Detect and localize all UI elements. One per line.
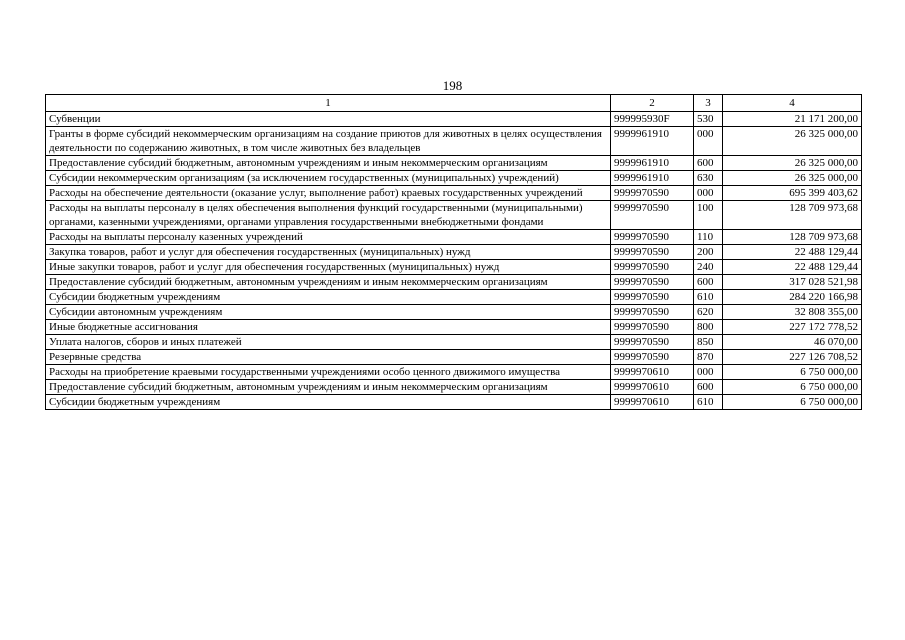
expense-type-code: 110 <box>694 230 723 245</box>
table-row <box>46 350 862 365</box>
table-header-row <box>46 95 862 112</box>
amount: 227 126 708,52 <box>723 350 862 365</box>
table-row <box>46 245 862 260</box>
amount: 22 488 129,44 <box>723 260 862 275</box>
amount: 284 220 166,98 <box>723 290 862 305</box>
target-code: 9999970590 <box>611 305 694 320</box>
expense-type-code: 000 <box>694 127 723 156</box>
expense-type-code: 600 <box>694 380 723 395</box>
expense-name: Субвенции <box>46 112 611 127</box>
expense-type-code: 870 <box>694 350 723 365</box>
page-number: 198 <box>442 78 463 93</box>
target-code: 999995930F <box>611 112 694 127</box>
expense-type-code: 100 <box>694 201 723 230</box>
expense-type-code: 530 <box>694 112 723 127</box>
amount: 317 028 521,98 <box>723 275 862 290</box>
target-code: 9999961910 <box>611 127 694 156</box>
amount: 46 070,00 <box>723 335 862 350</box>
header-cell-3: 3 <box>694 95 723 112</box>
expense-type-code: 630 <box>694 171 723 186</box>
table-row <box>46 201 862 230</box>
expense-type-code: 000 <box>694 365 723 380</box>
expense-name: Расходы на приобретение краевыми государственными учреждениями особо ценного движимого имущества <box>46 365 611 380</box>
expense-type-code: 610 <box>694 290 723 305</box>
table-row <box>46 127 862 156</box>
expense-name: Субсидии некоммерческим организациям (за исключением государственных (муниципальных) учреждений) <box>46 171 611 186</box>
expense-name: Субсидии автономным учреждениям <box>46 305 611 320</box>
target-code: 9999961910 <box>611 171 694 186</box>
table-row <box>46 260 862 275</box>
target-code: 9999970590 <box>611 275 694 290</box>
amount: 695 399 403,62 <box>723 186 862 201</box>
header-cell-2: 2 <box>611 95 694 112</box>
amount: 26 325 000,00 <box>723 156 862 171</box>
amount: 26 325 000,00 <box>723 127 862 156</box>
target-code: 9999970590 <box>611 335 694 350</box>
amount: 22 488 129,44 <box>723 245 862 260</box>
target-code: 9999970590 <box>611 201 694 230</box>
amount: 6 750 000,00 <box>723 380 862 395</box>
amount: 6 750 000,00 <box>723 365 862 380</box>
table-row <box>46 380 862 395</box>
table-row <box>46 186 862 201</box>
target-code: 9999970610 <box>611 395 694 410</box>
target-code: 9999970590 <box>611 186 694 201</box>
amount: 128 709 973,68 <box>723 201 862 230</box>
expense-type-code: 620 <box>694 305 723 320</box>
table-row <box>46 320 862 335</box>
expense-type-code: 600 <box>694 156 723 171</box>
expense-name: Уплата налогов, сборов и иных платежей <box>46 335 611 350</box>
amount: 128 709 973,68 <box>723 230 862 245</box>
table-row <box>46 156 862 171</box>
table-row <box>46 335 862 350</box>
target-code: 9999970590 <box>611 245 694 260</box>
expense-type-code: 800 <box>694 320 723 335</box>
expense-name: Предоставление субсидий бюджетным, автономным учреждениям и иным некоммерческим организациям <box>46 275 611 290</box>
target-code: 9999961910 <box>611 156 694 171</box>
expense-type-code: 610 <box>694 395 723 410</box>
table-row <box>46 395 862 410</box>
table-body <box>46 112 862 410</box>
table-row <box>46 171 862 186</box>
table-row <box>46 365 862 380</box>
amount: 21 171 200,00 <box>723 112 862 127</box>
target-code: 9999970590 <box>611 230 694 245</box>
expense-name: Расходы на выплаты персоналу в целях обеспечения выполнения функций государственными (муниципальными) органами, казенными учреждениями, органами управления государственными внебюджетными фондами <box>46 201 611 230</box>
expense-name: Расходы на обеспечение деятельности (оказание услуг, выполнение работ) краевых государственных учреждений <box>46 186 611 201</box>
expense-name: Закупка товаров, работ и услуг для обеспечения государственных (муниципальных) нужд <box>46 245 611 260</box>
expense-name: Субсидии бюджетным учреждениям <box>46 290 611 305</box>
expense-name: Гранты в форме субсидий некоммерческим организациям на создание приютов для животных в целях осуществления деятельности по содержанию животных, в том числе животных без владельцев <box>46 127 611 156</box>
table-row <box>46 230 862 245</box>
amount: 26 325 000,00 <box>723 171 862 186</box>
table-row <box>46 275 862 290</box>
header-cell-4: 4 <box>723 95 862 112</box>
expense-type-code: 850 <box>694 335 723 350</box>
target-code: 9999970590 <box>611 350 694 365</box>
table-row <box>46 290 862 305</box>
budget-table <box>45 94 862 410</box>
expense-name: Предоставление субсидий бюджетным, автономным учреждениям и иным некоммерческим организациям <box>46 156 611 171</box>
expense-name: Иные закупки товаров, работ и услуг для обеспечения государственных (муниципальных) нужд <box>46 260 611 275</box>
target-code: 9999970590 <box>611 260 694 275</box>
target-code: 9999970610 <box>611 380 694 395</box>
amount: 32 808 355,00 <box>723 305 862 320</box>
header-cell-1: 1 <box>46 95 611 112</box>
target-code: 9999970590 <box>611 290 694 305</box>
target-code: 9999970610 <box>611 365 694 380</box>
expense-name: Субсидии бюджетным учреждениям <box>46 395 611 410</box>
target-code: 9999970590 <box>611 320 694 335</box>
expense-name: Иные бюджетные ассигнования <box>46 320 611 335</box>
amount: 6 750 000,00 <box>723 395 862 410</box>
expense-name: Предоставление субсидий бюджетным, автономным учреждениям и иным некоммерческим организациям <box>46 380 611 395</box>
expense-type-code: 000 <box>694 186 723 201</box>
expense-name: Резервные средства <box>46 350 611 365</box>
expense-type-code: 240 <box>694 260 723 275</box>
expense-type-code: 600 <box>694 275 723 290</box>
expense-type-code: 200 <box>694 245 723 260</box>
expense-name: Расходы на выплаты персоналу казенных учреждений <box>46 230 611 245</box>
table-row <box>46 112 862 127</box>
table-row <box>46 305 862 320</box>
amount: 227 172 778,52 <box>723 320 862 335</box>
